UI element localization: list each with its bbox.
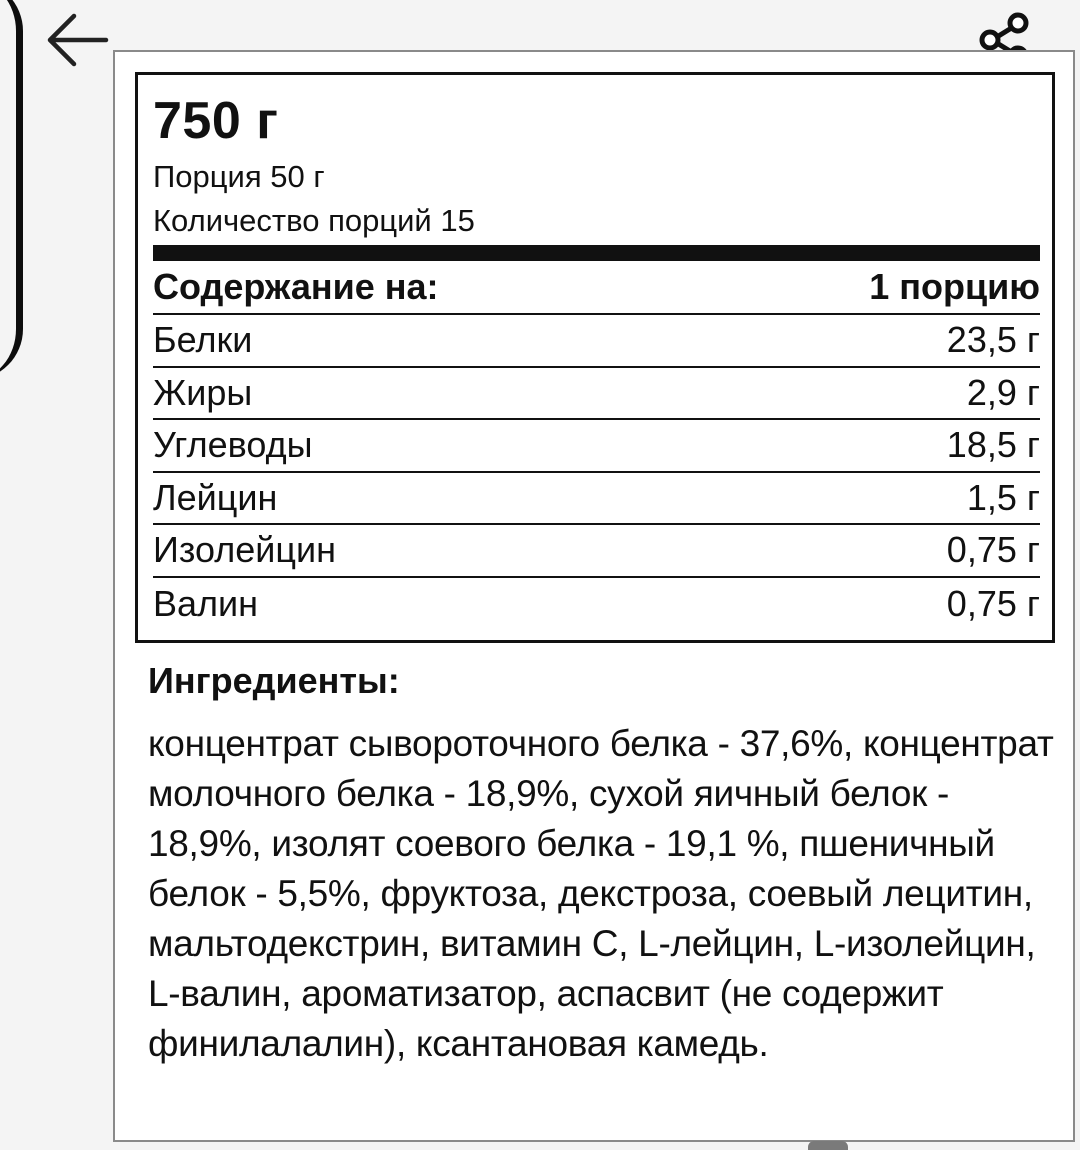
table-row (153, 473, 1040, 526)
nutrient-name: Белки (153, 319, 253, 361)
nutrient-value: 0,75 г (946, 529, 1040, 571)
bottom-indicator (808, 1141, 848, 1150)
nutrient-value: 18,5 г (946, 424, 1040, 466)
servings-count: Количество порций 15 (153, 203, 475, 238)
table-row (153, 368, 1040, 421)
content-per-label: Содержание на: (153, 266, 439, 307)
nutrition-facts-box (135, 72, 1055, 643)
device-edge (0, 0, 23, 380)
nutrient-value: 1,5 г (966, 476, 1040, 518)
nutrient-name: Углеводы (153, 424, 313, 466)
table-row (153, 578, 1040, 631)
nutrient-name: Валин (153, 582, 259, 624)
nutrient-value: 0,75 г (946, 582, 1040, 624)
nutrition-table (153, 315, 1040, 630)
serving-size: Порция 50 г (153, 159, 325, 194)
nutrition-table-header (153, 261, 1040, 315)
table-row (153, 525, 1040, 578)
arrow-left-icon (40, 8, 112, 72)
nutrient-name: Изолейцин (153, 529, 336, 571)
ingredients-section (148, 660, 1058, 1069)
net-weight: 750 г (153, 92, 279, 150)
nutrient-value: 23,5 г (946, 319, 1040, 361)
ingredients-title: Ингредиенты: (148, 660, 400, 701)
table-row (153, 315, 1040, 368)
divider (153, 245, 1040, 261)
ingredients-text: концентрат сывороточного белка - 37,6%, концентрат молочного белка - 18,9%, сухой яичный белок - 18,9%, изолят соевого белка - 19,1 %, пшеничный белок - 5,5%, фруктоза, декстроза, соевый лецитин, мальтодекстрин, витамин С, L-лейцин, L-изолейцин, L-валин, ароматизатор, аспасвит (не содержит финилалалин), ксантановая камедь. (148, 723, 1054, 1064)
nutrient-value: 2,9 г (966, 371, 1040, 413)
nutrient-name: Лейцин (153, 476, 278, 518)
nutrient-name: Жиры (153, 371, 253, 413)
table-row (153, 420, 1040, 473)
per-serving-label: 1 порцию (869, 266, 1040, 307)
product-label-image (113, 50, 1075, 1142)
back-button[interactable] (40, 8, 112, 72)
